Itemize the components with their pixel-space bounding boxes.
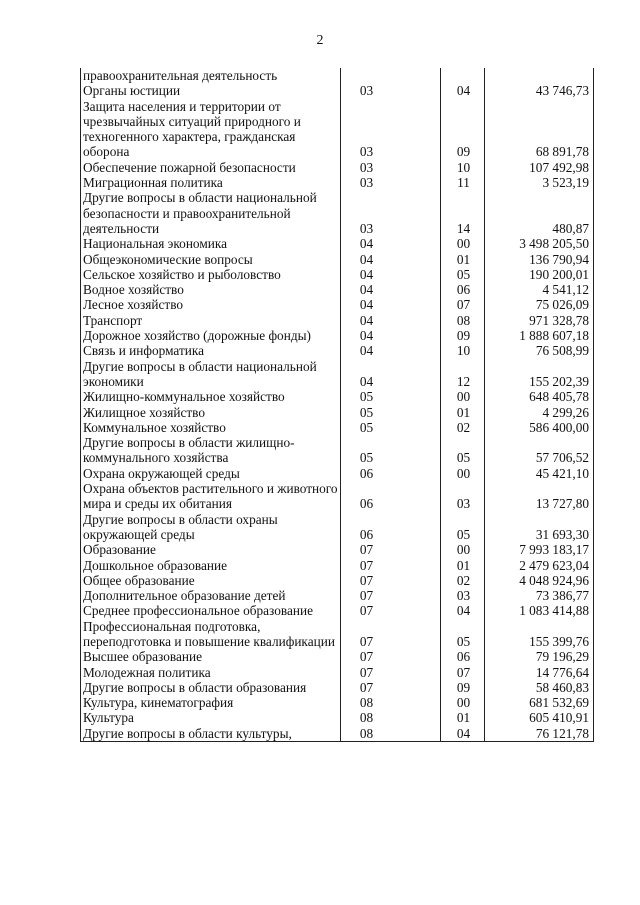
table-row [81,435,594,466]
row-section-code: 05 [341,435,441,466]
row-section-code: 07 [341,649,441,664]
row-section-code: 04 [341,359,441,390]
row-section-code: 03 [341,175,441,190]
table-row [81,282,594,297]
row-amount: 43 746,73 [485,83,594,98]
row-subsection-code: 06 [441,282,485,297]
row-subsection-code: 12 [441,359,485,390]
row-section-code: 04 [341,267,441,282]
row-section-code: 07 [341,665,441,680]
row-subsection-code: 02 [441,420,485,435]
row-subsection-code: 11 [441,175,485,190]
row-section-code: 07 [341,542,441,557]
row-amount: 76 508,99 [485,343,594,358]
row-name: Обеспечение пожарной безопасности [81,160,341,175]
row-section-code: 08 [341,710,441,725]
row-subsection-code: 04 [441,83,485,98]
row-name: Транспорт [81,313,341,328]
row-subsection-code: 08 [441,313,485,328]
row-name: Миграционная политика [81,175,341,190]
row-subsection-code: 05 [441,435,485,466]
row-subsection-code: 09 [441,99,485,160]
table-row [81,558,594,573]
row-name: Другие вопросы в области культуры, [81,726,341,742]
row-subsection-code: 05 [441,267,485,282]
row-subsection-code: 01 [441,405,485,420]
page-number: 2 [316,33,324,48]
row-name: Культура, кинематография [81,695,341,710]
table-row [81,573,594,588]
row-amount: 4 541,12 [485,282,594,297]
row-section-code: 03 [341,160,441,175]
row-amount: 155 202,39 [485,359,594,390]
row-name: Другие вопросы в области образования [81,680,341,695]
row-amount: 31 693,30 [485,512,594,543]
row-name: Водное хозяйство [81,282,341,297]
table-row [81,99,594,160]
row-subsection-code: 03 [441,588,485,603]
row-name: Дополнительное образование детей [81,588,341,603]
row-section-code: 04 [341,282,441,297]
row-subsection-code: 10 [441,343,485,358]
row-name: Другие вопросы в области жилищно-коммунального хозяйства [81,435,341,466]
row-amount: 586 400,00 [485,420,594,435]
table-row [81,359,594,390]
table-row [81,328,594,343]
row-name: Профессиональная подготовка, переподготовка и повышение квалификации [81,619,341,650]
table-row [81,297,594,312]
row-section-code: 04 [341,236,441,251]
table-row [81,236,594,251]
row-amount: 4 048 924,96 [485,573,594,588]
row-subsection-code: 04 [441,603,485,618]
row-subsection-code: 14 [441,190,485,236]
row-name: Лесное хозяйство [81,297,341,312]
row-name: Другие вопросы в области национальной безопасности и правоохранительной деятельности [81,190,341,236]
table-row [81,313,594,328]
row-name: Другие вопросы в области охраны окружающей среды [81,512,341,543]
row-section-code [341,68,441,83]
row-section-code: 05 [341,405,441,420]
row-amount: 648 405,78 [485,389,594,404]
table-row [81,649,594,664]
row-name: Органы юстиции [81,83,341,98]
row-name: Жилищно-коммунальное хозяйство [81,389,341,404]
row-amount: 57 706,52 [485,435,594,466]
row-section-code: 07 [341,619,441,650]
row-amount: 2 479 623,04 [485,558,594,573]
row-subsection-code: 00 [441,389,485,404]
table-row [81,680,594,695]
row-amount: 1 888 607,18 [485,328,594,343]
table-row [81,603,594,618]
row-subsection-code: 09 [441,680,485,695]
row-section-code: 04 [341,328,441,343]
row-amount: 13 727,80 [485,481,594,512]
table-row [81,695,594,710]
row-name: Общее образование [81,573,341,588]
table-row [81,405,594,420]
row-section-code: 04 [341,313,441,328]
table-row [81,466,594,481]
row-section-code: 08 [341,695,441,710]
row-amount: 14 776,64 [485,665,594,680]
row-name: Защита населения и территории от чрезвычайных ситуаций природного и техногенного характера, гражданская оборона [81,99,341,160]
row-subsection-code: 10 [441,160,485,175]
row-name: Жилищное хозяйство [81,405,341,420]
row-section-code: 06 [341,512,441,543]
row-name: Охрана окружающей среды [81,466,341,481]
row-amount: 79 196,29 [485,649,594,664]
row-amount: 107 492,98 [485,160,594,175]
row-subsection-code: 00 [441,542,485,557]
row-section-code: 04 [341,343,441,358]
row-name: Молодежная политика [81,665,341,680]
row-subsection-code: 05 [441,512,485,543]
table-row [81,726,594,742]
table-row [81,665,594,680]
row-subsection-code [441,68,485,83]
row-section-code: 07 [341,603,441,618]
row-subsection-code: 01 [441,710,485,725]
row-name: Дорожное хозяйство (дорожные фонды) [81,328,341,343]
row-amount: 605 410,91 [485,710,594,725]
row-section-code: 08 [341,726,441,742]
row-amount: 7 993 183,17 [485,542,594,557]
row-amount: 4 299,26 [485,405,594,420]
row-amount: 58 460,83 [485,680,594,695]
table-row [81,83,594,98]
row-amount [485,68,594,83]
table-row [81,588,594,603]
row-section-code: 07 [341,680,441,695]
row-name: Дошкольное образование [81,558,341,573]
row-amount: 3 523,19 [485,175,594,190]
row-name: Связь и информатика [81,343,341,358]
row-subsection-code: 02 [441,573,485,588]
row-amount: 75 026,09 [485,297,594,312]
row-section-code: 06 [341,466,441,481]
row-section-code: 06 [341,481,441,512]
row-section-code: 07 [341,573,441,588]
row-section-code: 04 [341,297,441,312]
row-name: Сельское хозяйство и рыболовство [81,267,341,282]
row-subsection-code: 04 [441,726,485,742]
table-row [81,190,594,236]
row-amount: 136 790,94 [485,252,594,267]
row-subsection-code: 09 [441,328,485,343]
row-subsection-code: 07 [441,665,485,680]
row-amount: 45 421,10 [485,466,594,481]
row-name: Культура [81,710,341,725]
row-subsection-code: 06 [441,649,485,664]
row-name: Другие вопросы в области национальной экономики [81,359,341,390]
row-amount: 3 498 205,50 [485,236,594,251]
row-amount: 155 399,76 [485,619,594,650]
row-amount: 971 328,78 [485,313,594,328]
table-row [81,542,594,557]
row-subsection-code: 07 [441,297,485,312]
table-row [81,389,594,404]
row-name: правоохранительная деятельность [81,68,341,83]
budget-table-body [81,68,594,742]
row-section-code: 05 [341,389,441,404]
row-amount: 68 891,78 [485,99,594,160]
row-section-code: 03 [341,83,441,98]
table-row [81,68,594,83]
row-section-code: 07 [341,588,441,603]
row-subsection-code: 05 [441,619,485,650]
row-amount: 73 386,77 [485,588,594,603]
row-subsection-code: 01 [441,558,485,573]
table-row [81,175,594,190]
row-subsection-code: 00 [441,695,485,710]
row-section-code: 03 [341,190,441,236]
row-subsection-code: 01 [441,252,485,267]
row-section-code: 07 [341,558,441,573]
budget-table [80,68,594,742]
table-row [81,343,594,358]
row-subsection-code: 03 [441,481,485,512]
row-subsection-code: 00 [441,466,485,481]
row-name: Охрана объектов растительного и животного мира и среды их обитания [81,481,341,512]
row-amount: 480,87 [485,190,594,236]
table-row [81,252,594,267]
row-name: Коммунальное хозяйство [81,420,341,435]
table-row [81,267,594,282]
row-amount: 190 200,01 [485,267,594,282]
table-row [81,160,594,175]
row-subsection-code: 00 [441,236,485,251]
row-name: Среднее профессиональное образование [81,603,341,618]
row-amount: 1 083 414,88 [485,603,594,618]
row-name: Национальная экономика [81,236,341,251]
row-name: Высшее образование [81,649,341,664]
row-amount: 76 121,78 [485,726,594,742]
table-row [81,481,594,512]
table-row [81,420,594,435]
table-row [81,512,594,543]
table-row [81,619,594,650]
row-name: Общеэкономические вопросы [81,252,341,267]
row-name: Образование [81,542,341,557]
row-amount: 681 532,69 [485,695,594,710]
row-section-code: 03 [341,99,441,160]
row-section-code: 04 [341,252,441,267]
table-row [81,710,594,725]
row-section-code: 05 [341,420,441,435]
